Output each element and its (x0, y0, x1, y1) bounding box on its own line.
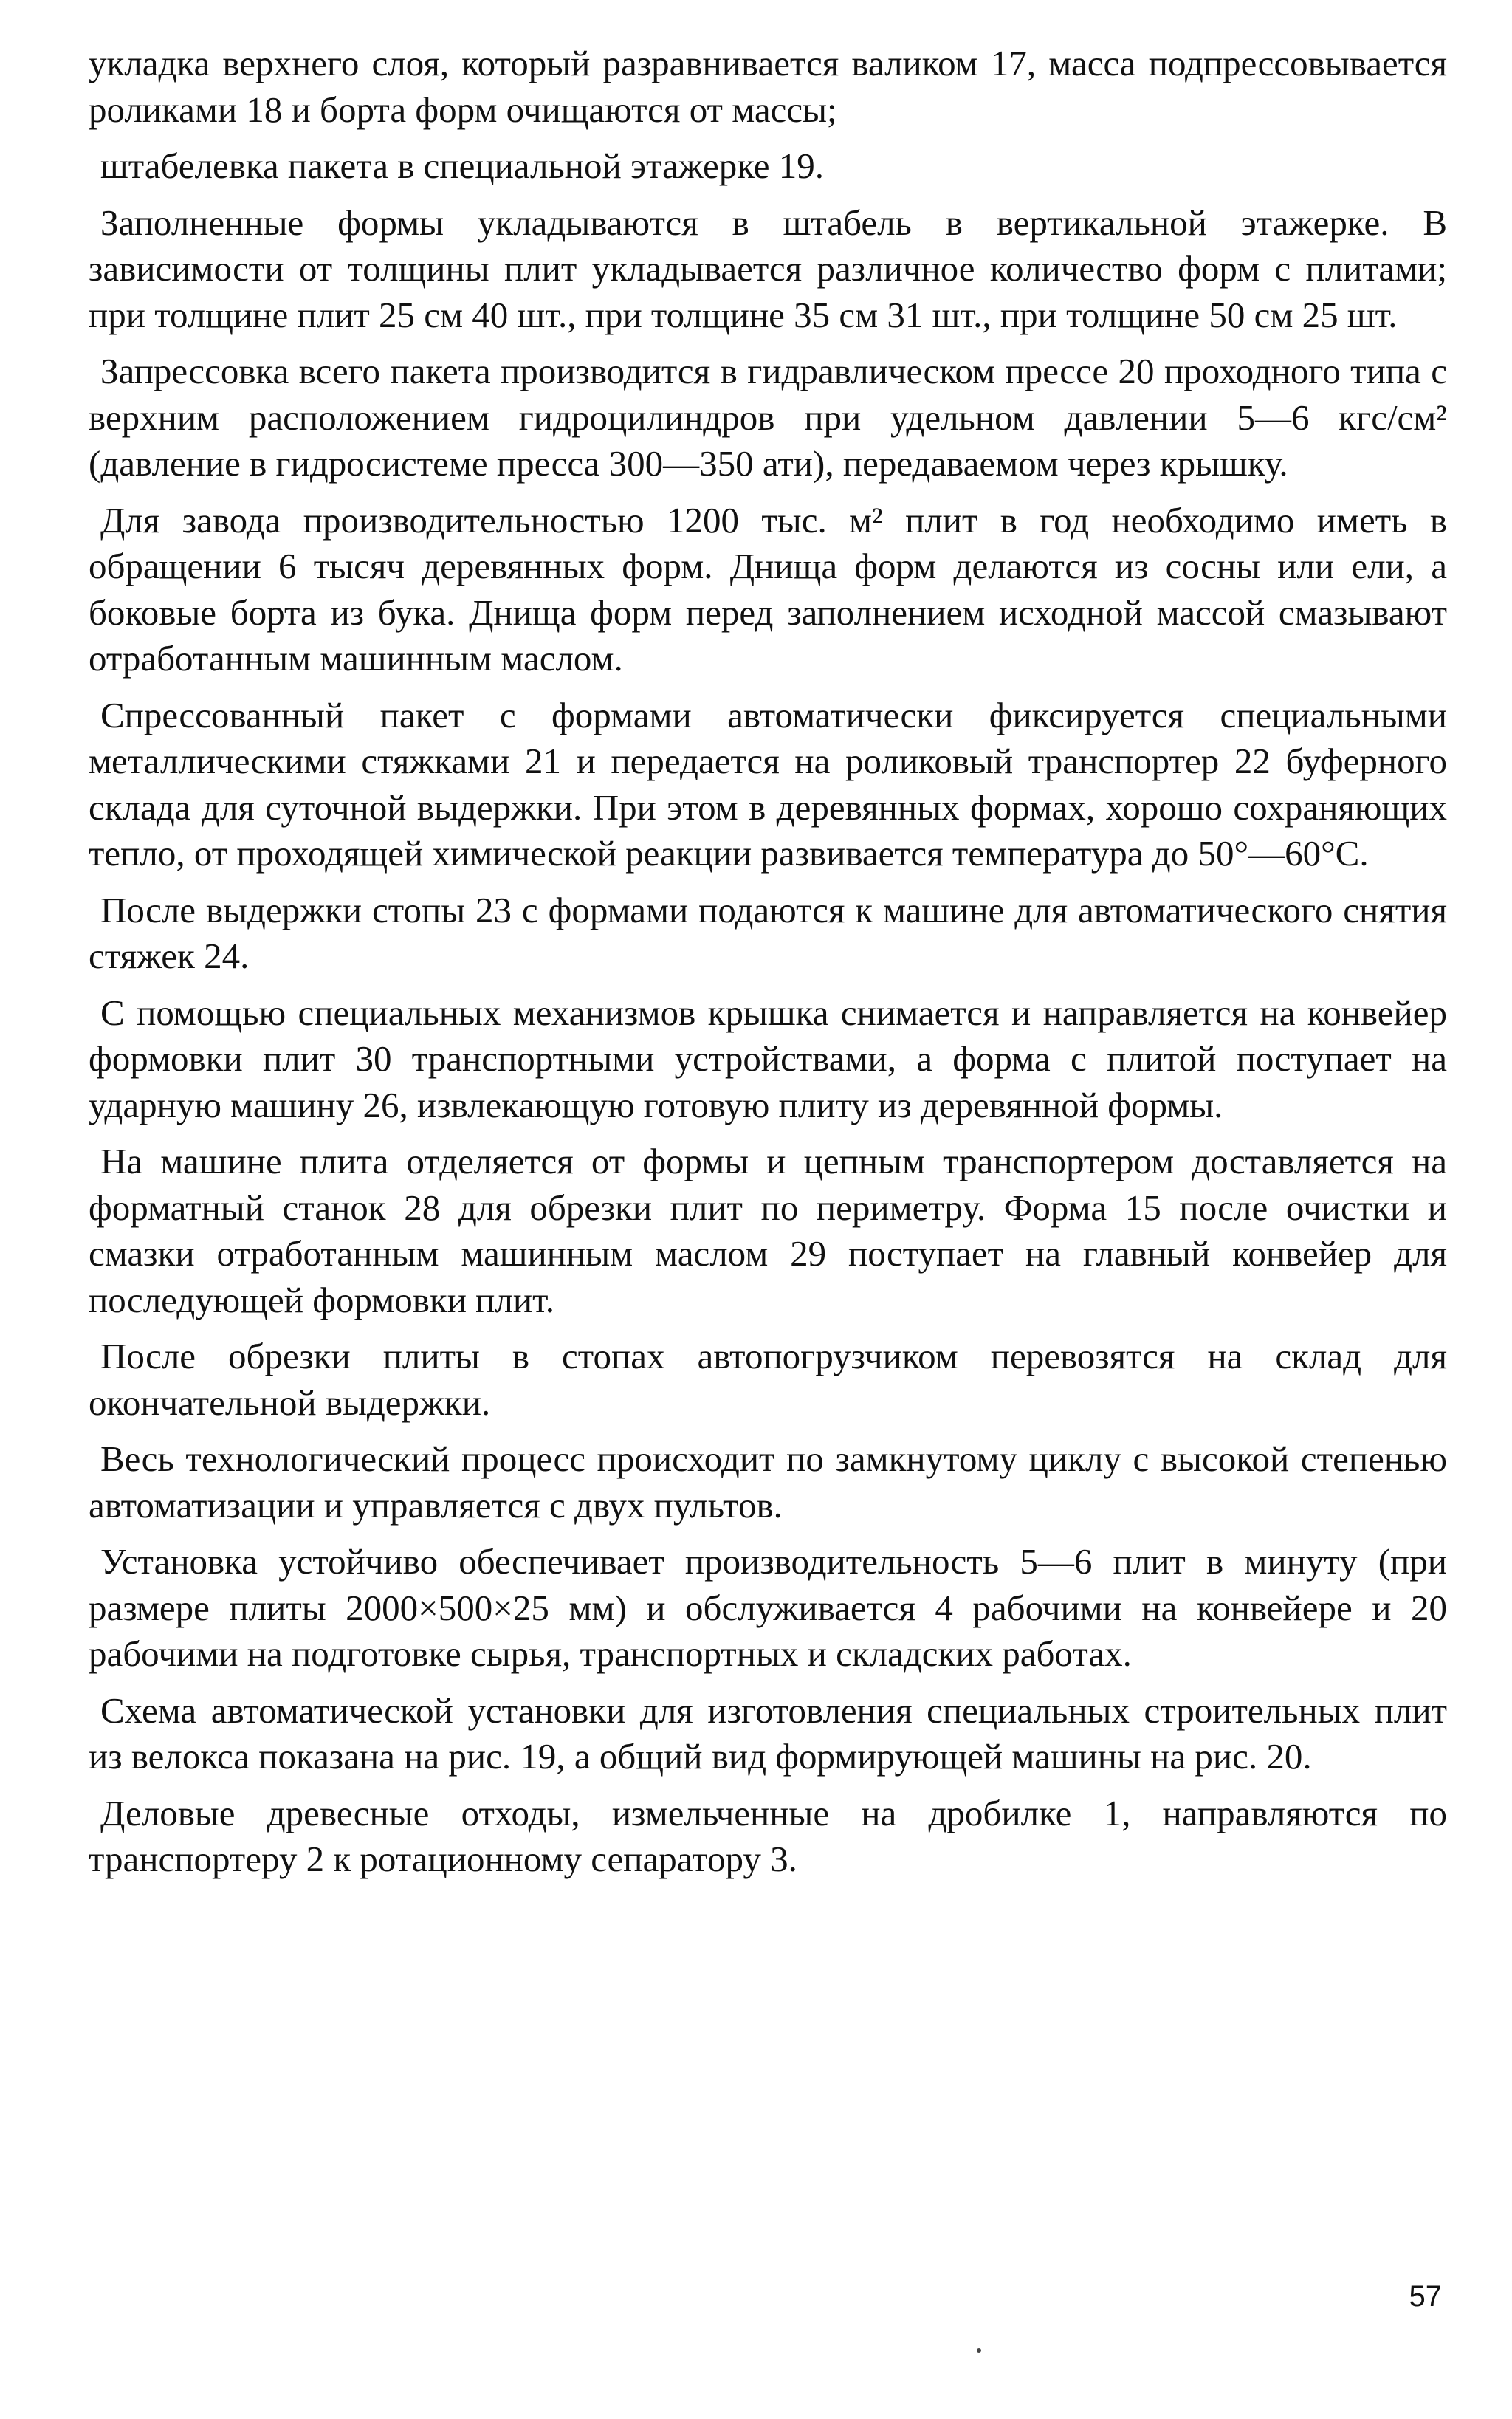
paragraph-2: штабелевка пакета в специальной этажерке 19. (100, 145, 825, 186)
paragraph-14: Деловые древесные отходы, измельченные на дробилке 1, направляются по транспортеру 2 к ротационному сепаратору 3. (89, 1792, 1447, 1879)
paragraph-4: Запрессовка всего пакета производится в гидравлическом прессе 20 проходного типа с верхним расположением гидроцилиндров при удельном давлении 5—6 кгс/см² (давление в гидросистеме пресса 300—350 ати), передаваемом через крышку. (89, 351, 1447, 484)
paragraph-13: Схема автоматической установки для изготовления специальных строительных плит из велокса показана на рис. 19, а общий вид формирующей машины на рис. 20. (89, 1689, 1447, 1777)
paragraph-11: Весь технологический процесс происходит по замкнутому циклу с высокой степенью автоматизации и управляется с двух пультов. (89, 1438, 1447, 1526)
paragraph-5: Для завода производительностью 1200 тыс. м² плит в год необходимо иметь в обращении 6 тысяч деревянных форм. Днища форм делаются из сосны или ели, а боковые борта из бука. Днища форм перед заполнением исходной массой смазывают отработанным машинным маслом. (89, 499, 1447, 679)
page-number: 57 (1409, 2280, 1442, 2313)
paragraph-6: Спрессованный пакет с формами автоматически фиксируется специальными металлическими стяжками 21 и передается на роликовый транспортер 22 буферного склада для суточной выдержки. При этом в деревянных формах, хорошо сохраняющих тепло, от проходящей химической реакции развивается температура до 50°—60°С. (89, 694, 1447, 874)
paragraph-12: Установка устойчиво обеспечивает производительность 5—6 плит в минуту (при размере плиты 2000×500×25 мм) и обслуживается 4 рабочими на конвейере и 20 рабочими на подготовке сырья, транспортных и складских работах. (89, 1541, 1447, 1674)
paragraph-3: Заполненные формы укладываются в штабель в вертикальной этажерке. В зависимости от толщины плит укладывается различное количество форм с плитами; при толщине плит 25 см 40 шт., при толщине 35 см 31 шт., при толщине 50 см 25 шт. (89, 202, 1447, 335)
paragraph-9: На машине плита отделяется от формы и цепным транспортером доставляется на форматный станок 28 для обрезки плит по периметру. Форма 15 после очистки и смазки отработанным машинным маслом 29 поступает на главный конвейер для последующей формовки плит. (89, 1141, 1447, 1320)
page-body (89, 41, 1447, 1893)
paragraph-8: С помощью специальных механизмов крышка снимается и направляется на конвейер формовки плит 30 транспортными устройствами, а форма с плитой поступает на ударную машину 26, извлекающую готовую плиту из деревянной формы. (89, 992, 1447, 1125)
print-speck (977, 2348, 981, 2353)
paragraph-10: После обрезки плиты в стопах автопогрузчиком перевозятся на склад для окончательной выдержки. (89, 1336, 1447, 1423)
paragraph-1: укладка верхнего слоя, который разравнивается валиком 17, масса подпрессовывается роликами 18 и борта форм очищаются от массы; (89, 43, 1447, 130)
paragraph-7: После выдержки стопы 23 с формами подаются к машине для автоматического снятия стяжек 24. (89, 889, 1447, 976)
